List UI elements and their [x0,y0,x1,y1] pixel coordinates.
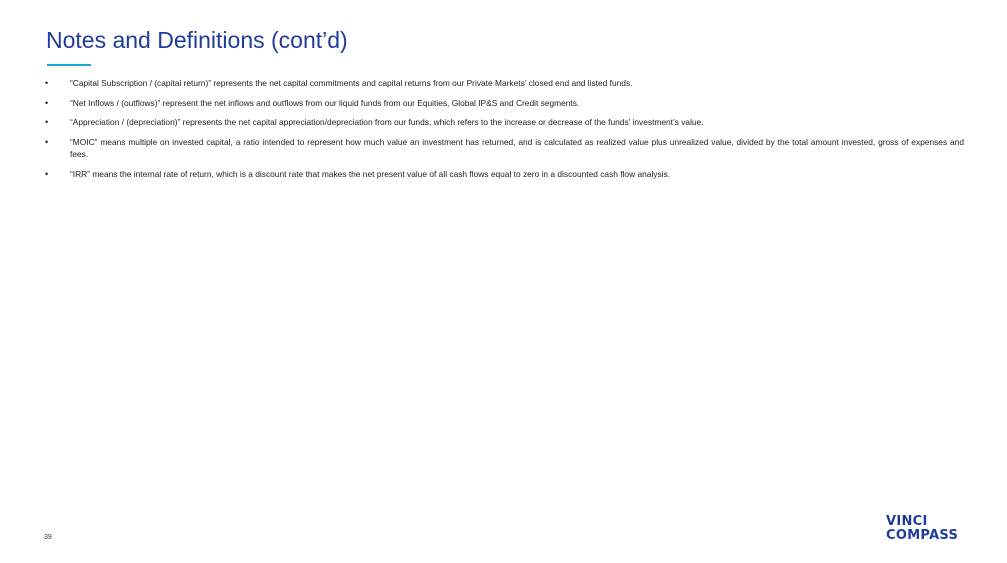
page-title: Notes and Definitions (cont’d) [46,27,348,53]
list-item [44,97,964,110]
bullet-icon: • [45,117,49,127]
bullet-icon: • [45,78,49,88]
note-text: “Net Inflows / (outflows)” represent the net inflows and outflows from our liquid funds from our Equities, Global IP&S and Credit segments. [70,97,580,108]
bullet-icon: • [45,168,49,179]
logo-line-compass: COMPASS [886,528,959,543]
page-number: 39 [44,534,52,541]
notes-list [44,77,964,187]
note-text: “Capital Subscription / (capital return)” represents the net capital commitments and capital returns from our Private Markets’ closed end and listed funds. [70,78,633,88]
list-item [44,116,964,129]
company-logo [886,515,966,543]
bullet-icon: • [45,97,49,108]
note-text: “Appreciation / (depreciation)” represents the net capital appreciation/depreciation from our funds, which refers to the increase or decrease of the funds’ investment’s value. [70,117,704,127]
list-item [44,77,964,90]
bullet-icon: • [45,136,49,147]
list-item [44,136,964,161]
list-item [44,168,964,181]
note-text: “IRR” means the internal rate of return, which is a discount rate that makes the net present value of all cash flows equal to zero in a discounted cash flow analysis. [70,168,671,179]
title-underline [47,64,91,66]
note-text: “MOIC” means multiple on invested capital, a ratio intended to represent how much value an investment has returned, and is calculated as realized value plus unrealized value, divided by the total amount invested, gross of expenses and fees. [70,136,964,159]
logo-line-vinci: VINCI [886,514,928,529]
